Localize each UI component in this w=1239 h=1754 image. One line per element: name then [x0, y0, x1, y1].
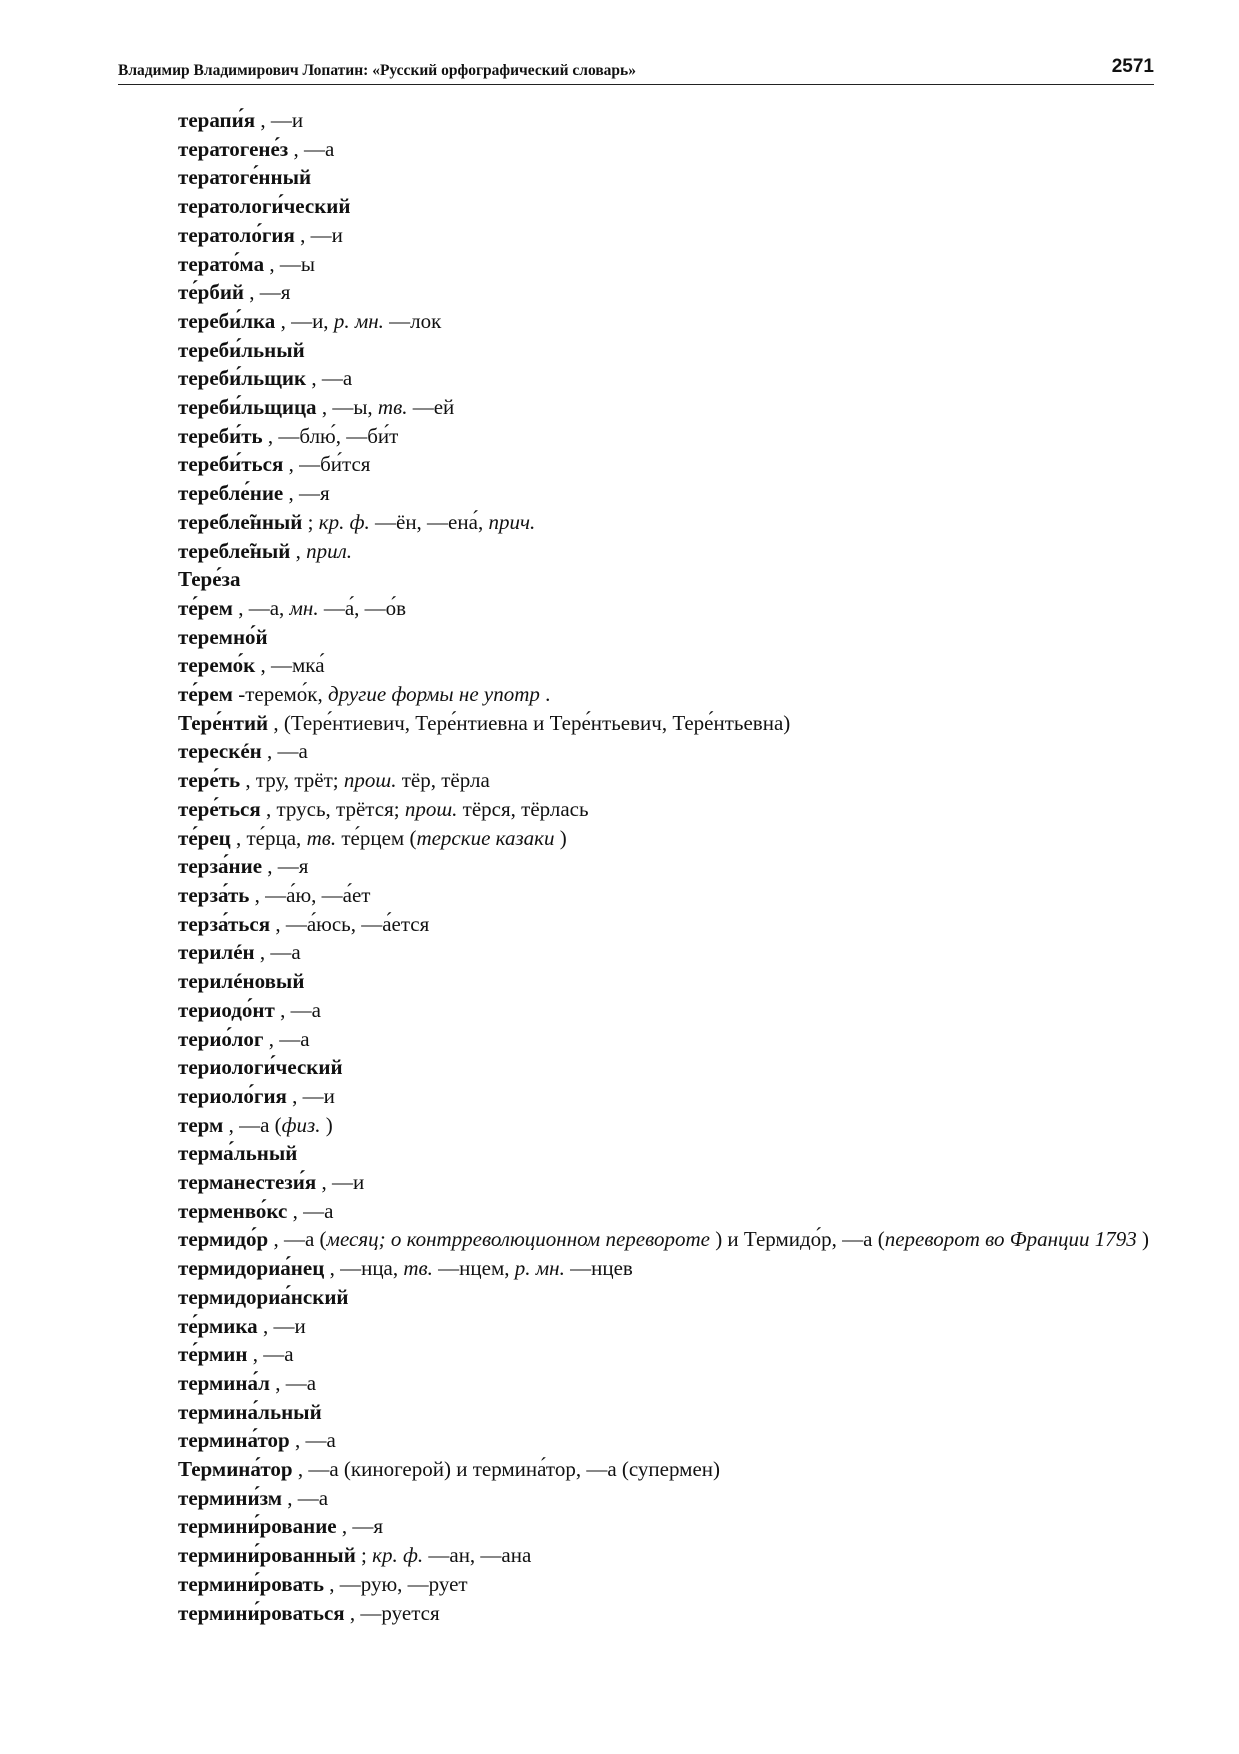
entry-forms: ,	[290, 538, 307, 563]
entry-grammar-note: переворот во Франции 1793	[884, 1227, 1137, 1252]
entry-forms: —ан, —ана	[423, 1543, 532, 1568]
dictionary-entry	[118, 1455, 1158, 1484]
entry-forms: , —а́ю, —а́ет	[249, 882, 371, 907]
entry-forms: )	[320, 1112, 333, 1137]
entry-headword: термини́ровать	[178, 1571, 324, 1596]
entry-headword: Термина́тор	[178, 1457, 293, 1482]
entry-grammar-note: р. мн.	[514, 1256, 565, 1281]
dictionary-entry	[118, 450, 1158, 479]
entry-grammar-note: прош.	[404, 796, 458, 821]
dictionary-entries	[118, 106, 1158, 1627]
entry-headword: термина́л	[178, 1370, 270, 1395]
entry-forms: -теремо́к,	[232, 682, 329, 707]
entry-forms: , —ы	[264, 251, 315, 276]
entry-headword: те́рмика	[178, 1313, 258, 1338]
entry-headword: териологи́ческий	[178, 1055, 343, 1080]
entry-grammar-note: тв.	[377, 395, 408, 420]
dictionary-entry	[118, 163, 1158, 192]
dictionary-entry	[118, 1512, 1158, 1541]
entry-headword: те́рбий	[178, 280, 245, 305]
entry-forms: , —и	[286, 1083, 335, 1108]
entry-forms: , —ы,	[316, 395, 378, 420]
entry-headword: терескéн	[178, 739, 262, 764]
entry-forms: те́рцем (	[336, 825, 417, 850]
entry-forms: , —би́тся	[283, 452, 371, 477]
dictionary-entry	[118, 1168, 1158, 1197]
dictionary-entry	[118, 1570, 1158, 1599]
dictionary-entry	[118, 766, 1158, 795]
entry-headword: термидориа́нский	[178, 1284, 349, 1309]
entry-forms: , (Тере́нтиевич, Тере́нтиевна и Тере́нтьевич, Тере́нтьевна)	[268, 710, 791, 735]
page-number: 2571	[1111, 56, 1154, 77]
dictionary-entry	[118, 1197, 1158, 1226]
dictionary-entry	[118, 1111, 1158, 1140]
entry-headword: термина́тор	[178, 1428, 290, 1453]
book-title: Владимир Владимирович Лопатин: «Русский орфографический словарь»	[118, 62, 637, 79]
entry-headword: тереби́лка	[178, 308, 276, 333]
entry-headword: термини́роваться	[178, 1600, 345, 1625]
entry-forms: тёрся, тёрлась	[457, 796, 589, 821]
entry-forms: , тру, трёт;	[240, 768, 344, 793]
dictionary-entry	[118, 250, 1158, 279]
dictionary-entry	[118, 336, 1158, 365]
entry-forms: —ён, —ена́,	[369, 509, 489, 534]
entry-headword: те́рем	[178, 595, 233, 620]
entry-headword: тере́ть	[178, 768, 241, 793]
entry-forms: , —а́юсь, —а́ется	[270, 911, 430, 936]
dictionary-entry	[118, 824, 1158, 853]
entry-grammar-note: кр. ф.	[318, 509, 370, 534]
entry-headword: те́рец	[178, 825, 231, 850]
entry-headword: Тере́нтий	[178, 710, 269, 735]
entry-grammar-note: другие формы не употр	[328, 682, 540, 707]
entry-forms: , —а	[263, 1026, 310, 1051]
dictionary-entry	[118, 364, 1158, 393]
dictionary-entry	[118, 938, 1158, 967]
entry-headword: терманестези́я	[178, 1170, 317, 1195]
entry-headword: те́рмин	[178, 1342, 248, 1367]
dictionary-entry	[118, 1426, 1158, 1455]
entry-forms: , —а	[288, 136, 335, 161]
dictionary-entry	[118, 565, 1158, 594]
dictionary-entry	[118, 221, 1158, 250]
entry-forms: , —а	[306, 366, 353, 391]
dictionary-entry	[118, 1484, 1158, 1513]
entry-headword: терм	[178, 1112, 224, 1137]
entry-headword: термини́зм	[178, 1485, 283, 1510]
entry-grammar-note: терские казаки	[416, 825, 555, 850]
dictionary-entry	[118, 106, 1158, 135]
entry-forms: —лок	[383, 308, 442, 333]
entry-headword: теремо́к	[178, 653, 256, 678]
entry-forms: , —а (киногерой) и термина́тор, —а (супермен)	[292, 1457, 721, 1482]
entry-grammar-note: прич.	[488, 509, 536, 534]
entry-forms: , —я	[262, 854, 309, 879]
dictionary-entry	[118, 1312, 1158, 1341]
dictionary-entry	[118, 1340, 1158, 1369]
entry-headword: терилéн	[178, 940, 255, 965]
entry-forms: , —а	[254, 940, 301, 965]
dictionary-entry	[118, 1139, 1158, 1168]
entry-forms: , —и,	[275, 308, 334, 333]
entry-forms: , —руется	[344, 1600, 440, 1625]
entry-headword: терио́лог	[178, 1026, 264, 1051]
dictionary-entry	[118, 1025, 1158, 1054]
entry-headword: терза́ть	[178, 882, 250, 907]
dictionary-entry	[118, 393, 1158, 422]
dictionary-entry	[118, 1369, 1158, 1398]
entry-headword: териодо́нт	[178, 997, 275, 1022]
entry-forms: ;	[302, 509, 319, 534]
entry-forms: .	[539, 682, 551, 707]
dictionary-entry	[118, 737, 1158, 766]
entry-headword: тератоло́гия	[178, 222, 295, 247]
entry-headword: термини́рование	[178, 1514, 337, 1539]
dictionary-entry	[118, 1254, 1158, 1283]
entry-forms: , —а	[269, 1370, 317, 1395]
dictionary-entry	[118, 623, 1158, 652]
entry-forms: , —рую, —рует	[323, 1571, 468, 1596]
entry-grammar-note: тв.	[306, 825, 337, 850]
entry-forms: , —и	[255, 108, 304, 132]
entry-headword: тере́ться	[178, 796, 261, 821]
dictionary-entry	[118, 881, 1158, 910]
entry-forms: , —я	[336, 1514, 384, 1539]
entry-forms: —нцев	[564, 1256, 633, 1281]
entry-headword: терза́ние	[178, 854, 263, 879]
entry-forms: , —а	[289, 1428, 336, 1453]
entry-headword: терза́ться	[178, 911, 271, 936]
entry-grammar-note: прош.	[343, 768, 397, 793]
entry-grammar-note: прил.	[306, 538, 352, 563]
entry-forms: )	[1136, 1227, 1150, 1252]
entry-headword: те́рем	[178, 682, 233, 707]
page-header	[118, 52, 1154, 85]
entry-forms: , —и	[294, 222, 343, 247]
dictionary-entry	[118, 422, 1158, 451]
dictionary-entry	[118, 680, 1158, 709]
dictionary-entry	[118, 709, 1158, 738]
entry-forms: )	[554, 825, 567, 850]
dictionary-entry	[118, 1225, 1158, 1254]
entry-headword: терато́ма	[178, 251, 265, 276]
entry-forms: , —блю́, —би́т	[262, 423, 399, 448]
entry-grammar-note: мн.	[289, 595, 319, 620]
entry-grammar-note: кр. ф.	[372, 1543, 424, 1568]
entry-forms: , трусь, трётся;	[260, 796, 405, 821]
dictionary-entry	[118, 192, 1158, 221]
entry-forms: , —а	[287, 1198, 334, 1223]
entry-forms: —ей	[407, 395, 455, 420]
entry-forms: ) и Термидо́р, —а (	[709, 1227, 885, 1252]
entry-headword: теребле́ние	[178, 481, 284, 506]
entry-headword: тератологи́ческий	[178, 194, 351, 219]
entry-forms: , —а	[274, 997, 321, 1022]
entry-headword: тератоге́нный	[178, 165, 312, 190]
entry-headword: терменво́кс	[178, 1198, 288, 1223]
entry-headword: термина́льный	[178, 1399, 322, 1424]
entry-headword: термидориа́нец	[178, 1256, 325, 1281]
entry-forms: , —я	[244, 280, 291, 305]
entry-headword: теребле̃ный	[178, 538, 291, 563]
entry-forms: , —а (	[223, 1112, 282, 1137]
dictionary-entry	[118, 1541, 1158, 1570]
entry-forms: , —а	[261, 739, 308, 764]
entry-headword: Тере́за	[178, 567, 241, 592]
entry-headword: тереби́ть	[178, 423, 263, 448]
entry-headword: тереби́льщик	[178, 366, 307, 391]
entry-forms: , —а,	[232, 595, 290, 620]
entry-headword: териоло́гия	[178, 1083, 287, 1108]
dictionary-entry	[118, 1053, 1158, 1082]
dictionary-entry	[118, 508, 1158, 537]
entry-grammar-note: тв.	[403, 1256, 433, 1281]
entry-headword: тереби́ться	[178, 452, 284, 477]
entry-grammar-note: р. мн.	[333, 308, 384, 333]
entry-headword: тереби́льный	[178, 337, 305, 362]
entry-forms: ;	[355, 1543, 373, 1568]
entry-headword: теремно́й	[178, 624, 268, 649]
entry-forms: , —нца,	[324, 1256, 404, 1281]
entry-forms: , те́рца,	[230, 825, 307, 850]
dictionary-entry	[118, 1599, 1158, 1628]
entry-forms: , —а (	[268, 1227, 327, 1252]
entry-grammar-note: физ.	[281, 1112, 321, 1137]
entry-forms: —а́, —о́в	[318, 595, 407, 620]
entry-forms: , —я	[283, 481, 330, 506]
dictionary-entry	[118, 852, 1158, 881]
dictionary-entry	[118, 1398, 1158, 1427]
dictionary-entry	[118, 996, 1158, 1025]
entry-headword: теребле̃нный	[178, 509, 303, 534]
dictionary-entry	[118, 651, 1158, 680]
entry-headword: терилéновый	[178, 969, 305, 994]
dictionary-entry	[118, 537, 1158, 566]
entry-headword: термини́рованный	[178, 1543, 356, 1568]
entry-forms: —нцем,	[432, 1256, 515, 1281]
entry-headword: терапи́я	[178, 108, 256, 132]
entry-headword: тератогене́з	[178, 136, 289, 161]
dictionary-entry	[118, 307, 1158, 336]
entry-headword: тереби́льщица	[178, 395, 317, 420]
dictionary-entry	[118, 1283, 1158, 1312]
dictionary-entry	[118, 594, 1158, 623]
dictionary-entry	[118, 910, 1158, 939]
entry-forms: тёр, тёрла	[396, 768, 490, 793]
entry-forms: , —и	[316, 1170, 365, 1195]
dictionary-entry	[118, 479, 1158, 508]
entry-forms: , —мка́	[255, 653, 325, 678]
dictionary-entry	[118, 278, 1158, 307]
dictionary-entry	[118, 967, 1158, 996]
entry-headword: термидо́р	[178, 1227, 269, 1252]
entry-grammar-note: месяц; о контрреволюционном перевороте	[326, 1227, 710, 1252]
entry-forms: , —и	[257, 1313, 306, 1338]
dictionary-entry	[118, 1082, 1158, 1111]
dictionary-entry	[118, 795, 1158, 824]
entry-forms: , —а	[282, 1485, 329, 1510]
entry-forms: , —а	[247, 1342, 294, 1367]
dictionary-entry	[118, 135, 1158, 164]
entry-headword: терма́льный	[178, 1141, 298, 1166]
